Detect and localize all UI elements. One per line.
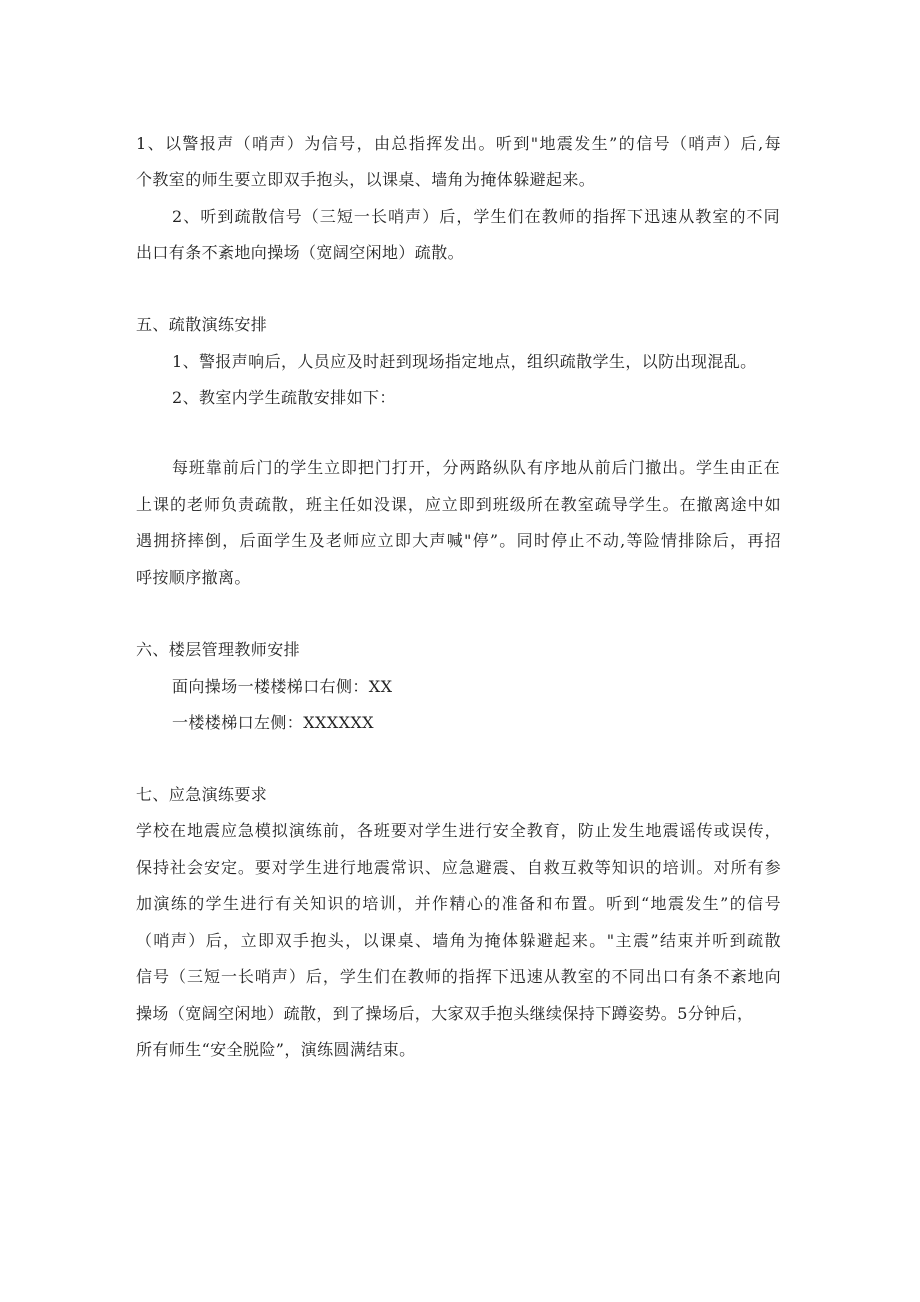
section-7-paragraph-line-5: 信号（三短一长哨声）后，学生们在教师的指挥下迅速从教室的不同出口有条不紊地向 [136, 967, 781, 986]
section-7-heading: 七、应急演练要求 [136, 785, 268, 804]
section-5-heading: 五、疏散演练安排 [136, 315, 268, 334]
section-7-paragraph-line-1: 学校在地震应急模拟演练前，各班要对学生进行安全教育，防止发生地震谣传或误传， [136, 821, 781, 840]
evacuation-step-2-line-1: 2、听到疏散信号（三短一长哨声）后，学生们在教师的指挥下迅速从教室的不同 [172, 207, 780, 226]
section-6-item-2: 一楼楼梯口左侧：XXXXXX [172, 713, 374, 732]
section-7-paragraph-line-7: 所有师生“安全脱险”，演练圆满结束。 [136, 1040, 416, 1059]
section-7-paragraph-line-2: 保持社会安定。要对学生进行地震常识、应急避震、自救互救等知识的培训。对所有参 [136, 858, 781, 877]
section-5-item-1: 1、警报声响后，人员应及时赶到现场指定地点，组织疏散学生，以防出现混乱。 [172, 352, 757, 371]
section-6-item-1: 面向操场一楼楼梯口右侧：XX [172, 677, 393, 696]
section-6-heading: 六、楼层管理教师安排 [136, 640, 301, 659]
evacuation-step-1-line-2: 个教室的师生要立即双手抱头，以课桌、墙角为掩体躲避起来。 [136, 170, 596, 189]
section-7-paragraph-line-4: （哨声）后，立即双手抱头，以课桌、墙角为掩体躲避起来。"主震”结束并听到疏散 [136, 931, 781, 950]
section-5-paragraph-line-3: 遇拥挤摔倒，后面学生及老师应立即大声喊"停”。同时停止不动,等险情排除后，再招 [136, 531, 781, 550]
section-5-paragraph-line-4: 呼按顺序撤离。 [136, 568, 251, 587]
section-5-paragraph-line-2: 上课的老师负责疏散，班主任如没课，应立即到班级所在教室疏导学生。在撤离途中如 [136, 495, 781, 514]
section-7-paragraph-line-6: 操场（宽阔空闲地）疏散，到了操场后，大家双手抱头继续保持下蹲姿势。5分钟后， [136, 1004, 754, 1023]
section-5-item-2: 2、教室内学生疏散安排如下： [172, 388, 396, 407]
section-7-paragraph-line-3: 加演练的学生进行有关知识的培训，并作精心的准备和布置。听到“地震发生”的信号 [136, 894, 781, 913]
section-5-paragraph-line-1: 每班靠前后门的学生立即把门打开，分两路纵队有序地从前后门撤出。学生由正在 [172, 458, 780, 477]
evacuation-step-1-line-1: 1、以警报声（哨声）为信号，由总指挥发出。听到"地震发生”的信号（哨声）后,每 [136, 134, 781, 153]
evacuation-step-2-line-2: 出口有条不紊地向操场（宽阔空闲地）疏散。 [136, 243, 465, 262]
